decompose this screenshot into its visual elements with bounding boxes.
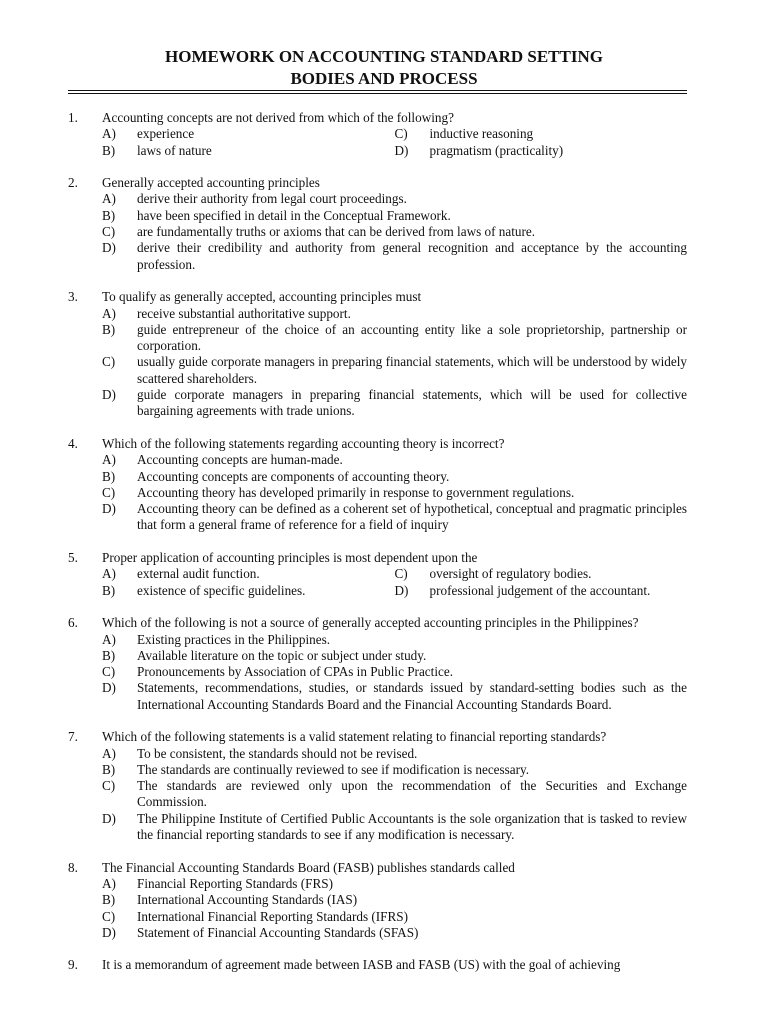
option-text: Available literature on the topic or subject under study. — [137, 647, 427, 663]
option-letter: C) — [102, 778, 116, 794]
option-letter: C) — [102, 484, 116, 500]
question-list — [68, 110, 687, 990]
option-a — [102, 191, 687, 207]
option-text: Pronouncements by Association of CPAs in Public Practice. — [137, 664, 453, 680]
option-text: inductive reasoning — [429, 126, 534, 142]
option-a — [102, 876, 687, 892]
option-c — [102, 354, 687, 387]
option-letter: C) — [102, 224, 116, 240]
option-letter: D) — [102, 501, 116, 517]
question-5 — [68, 550, 687, 599]
question-4 — [68, 436, 687, 534]
option-text: professional judgement of the accountant. — [429, 582, 651, 598]
option-text: International Financial Reporting Standards (IFRS) — [137, 908, 409, 924]
option-b — [102, 892, 687, 908]
option-d — [102, 925, 687, 941]
option-letter: C) — [102, 908, 116, 924]
option-letter: D) — [102, 387, 116, 403]
option-letter: B) — [102, 321, 116, 337]
option-c — [102, 485, 687, 501]
question-7 — [68, 729, 687, 843]
option-letter: A) — [102, 745, 116, 761]
option-d — [395, 143, 688, 159]
option-text: laws of nature — [137, 142, 212, 158]
question-number: 7. — [68, 729, 78, 745]
option-c — [102, 224, 687, 240]
option-letter: D) — [394, 582, 409, 598]
option-text: existence of specific guidelines. — [137, 582, 306, 598]
option-b — [102, 322, 687, 355]
option-letter: B) — [102, 761, 116, 777]
option-d — [102, 811, 687, 844]
option-text: Accounting theory can be defined as a coherent set of hypothetical, conceptual and pragmatic principles that form a general frame of reference for a field of inquiry — [137, 501, 687, 533]
option-letter: A) — [102, 452, 116, 468]
question-9 — [68, 957, 687, 973]
option-a — [102, 746, 687, 762]
question-6 — [68, 615, 687, 713]
question-text: Which of the following is not a source of generally accepted accounting principles in the Philippines? — [102, 615, 639, 631]
option-c — [102, 909, 687, 925]
option-letter: B) — [102, 892, 116, 908]
question-number: 8. — [68, 859, 78, 875]
option-a — [102, 452, 687, 468]
option-letter: D) — [102, 680, 116, 696]
option-text: The standards are reviewed only upon the recommendation of the Securities and Exchange Commission. — [137, 778, 687, 810]
question-text: The Financial Accounting Standards Board (FASB) publishes standards called — [102, 859, 515, 875]
option-a — [102, 306, 687, 322]
option-text: Accounting concepts are human-made. — [137, 452, 343, 468]
option-c — [395, 566, 688, 582]
option-text: To be consistent, the standards should not be revised. — [137, 745, 418, 761]
option-text: have been specified in detail in the Conceptual Framework. — [137, 207, 451, 223]
option-letter: A) — [102, 305, 116, 321]
option-d — [102, 387, 687, 420]
option-a — [102, 566, 395, 582]
option-letter: A) — [102, 566, 116, 582]
document-title — [0, 46, 768, 90]
option-letter: B) — [102, 468, 116, 484]
option-text: guide corporate managers in preparing financial statements, which will be used for collective bargaining agreements with trade unions. — [137, 387, 687, 419]
question-number: 6. — [68, 615, 78, 631]
option-text: Statement of Financial Accounting Standards (SFAS) — [137, 924, 419, 940]
option-letter: D) — [394, 142, 409, 158]
option-letter: A) — [102, 631, 116, 647]
option-text: Existing practices in the Philippines. — [137, 631, 331, 647]
option-letter: A) — [102, 875, 116, 891]
option-d — [395, 583, 688, 599]
option-b — [102, 143, 395, 159]
option-text: pragmatism (practicality) — [429, 142, 564, 158]
option-text: receive substantial authoritative support. — [137, 305, 351, 321]
option-text: The Philippine Institute of Certified Public Accountants is the sole organization that is tasked to review the financial reporting standards to see if any modification is necessary. — [137, 810, 687, 843]
question-text: Accounting concepts are not derived from which of the following? — [102, 110, 454, 125]
option-text: derive their authority from legal court proceedings. — [137, 191, 407, 207]
title-line-2: BODIES AND PROCESS — [290, 69, 478, 88]
option-b — [102, 469, 687, 485]
question-text: Proper application of accounting principles is most dependent upon the — [102, 550, 478, 566]
option-text: International Accounting Standards (IAS) — [137, 892, 358, 908]
question-number: 3. — [68, 289, 78, 305]
option-letter: B) — [102, 142, 116, 158]
option-text: Accounting concepts are components of accounting theory. — [137, 468, 450, 484]
option-b — [102, 208, 687, 224]
option-letter: B) — [102, 582, 116, 598]
option-letter: D) — [102, 240, 116, 256]
option-d — [102, 501, 687, 534]
question-number: 5. — [68, 550, 78, 566]
question-text: Which of the following statements is a valid statement relating to financial reporting standards? — [102, 729, 607, 745]
option-d — [102, 240, 687, 273]
option-text: derive their credibility and authority from general recognition and acceptance by the accounting profession. — [137, 240, 687, 272]
question-8 — [68, 860, 687, 941]
option-letter: C) — [102, 664, 116, 680]
option-letter: A) — [102, 126, 116, 142]
title-rule-top — [68, 90, 687, 91]
option-letter: C) — [102, 354, 116, 370]
option-text: usually guide corporate managers in preparing financial statements, which will be understood by widely scattered shareholders. — [137, 354, 687, 386]
option-text: oversight of regulatory bodies. — [429, 566, 592, 582]
title-rule-bottom — [68, 93, 687, 94]
question-text: Generally accepted accounting principles — [102, 175, 320, 191]
question-number: 9. — [68, 957, 78, 973]
question-number: 1. — [68, 110, 78, 125]
option-letter: D) — [102, 810, 116, 826]
option-letter: A) — [102, 191, 116, 207]
option-text: Financial Reporting Standards (FRS) — [137, 875, 333, 891]
option-letter: B) — [102, 207, 116, 223]
option-text: The standards are continually reviewed to see if modification is necessary. — [137, 761, 530, 777]
option-b — [102, 762, 687, 778]
option-letter: D) — [102, 924, 116, 940]
option-c — [102, 778, 687, 811]
option-c — [395, 126, 688, 142]
option-b — [102, 648, 687, 664]
option-text: experience — [137, 126, 195, 142]
question-number: 2. — [68, 175, 78, 191]
option-c — [102, 664, 687, 680]
option-letter: B) — [102, 647, 116, 663]
option-text: Statements, recommendations, studies, or standards issued by standard-setting bodies such as the International Accounting Standards Board and the Financial Accounting Standards Board. — [137, 680, 687, 712]
question-3 — [68, 289, 687, 419]
title-line-1: HOMEWORK ON ACCOUNTING STANDARD SETTING — [165, 47, 603, 66]
option-a — [102, 126, 395, 142]
question-text: Which of the following statements regarding accounting theory is incorrect? — [102, 435, 505, 451]
question-2 — [68, 175, 687, 273]
option-text: are fundamentally truths or axioms that can be derived from laws of nature. — [137, 224, 536, 240]
option-b — [102, 583, 395, 599]
option-text: external audit function. — [137, 566, 260, 582]
option-a — [102, 632, 687, 648]
option-text: guide entrepreneur of the choice of an accounting entity like a sole proprietorship, partnership or corporation. — [137, 321, 687, 354]
option-d — [102, 680, 687, 713]
question-text: To qualify as generally accepted, accounting principles must — [102, 289, 422, 305]
option-letter: C) — [394, 566, 408, 582]
option-text: Accounting theory has developed primarily in response to government regulations. — [137, 484, 575, 500]
question-number: 4. — [68, 435, 78, 451]
option-letter: C) — [394, 126, 408, 142]
question-1 — [68, 110, 687, 159]
question-text: It is a memorandum of agreement made between IASB and FASB (US) with the goal of achieving — [102, 957, 621, 973]
